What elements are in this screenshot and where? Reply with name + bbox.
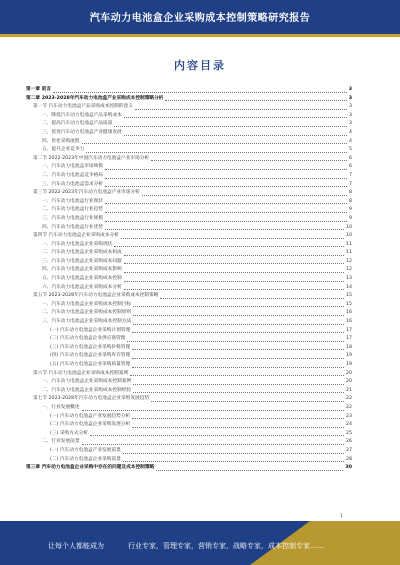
toc-entry-text: 第六节 汽车动力电池盒企业采购成本控制案例 — [33, 370, 129, 376]
toc-leader-dots — [124, 281, 344, 282]
toc-entry[interactable] — [26, 456, 352, 465]
toc-leader-dots — [82, 444, 345, 445]
toc-entry-page: 28 — [346, 456, 352, 462]
toc-entry[interactable] — [26, 361, 352, 370]
toc-leader-dots — [142, 195, 347, 196]
toc-entry-page: 26 — [346, 439, 352, 445]
toc-entry[interactable] — [26, 215, 352, 224]
toc-leader-dots — [105, 212, 347, 213]
toc-entry[interactable] — [26, 352, 352, 361]
toc-entry[interactable] — [26, 447, 352, 456]
toc-leader-dots — [133, 306, 344, 307]
toc-entry-text: 三、促进汽车动力电池盒产业健康发展 — [42, 129, 122, 135]
toc-entry-page: 3 — [349, 104, 352, 110]
toc-entry[interactable] — [26, 163, 352, 172]
toc-entry-page: 5 — [349, 147, 352, 153]
toc-entry-text: 一、汽车动力电池盒企业采购成本控制目标 — [42, 301, 132, 307]
toc-entry[interactable] — [26, 292, 352, 301]
toc-entry-text: (二) 汽车动力电池盒企业采购前景 — [50, 456, 121, 462]
toc-entry-text: 一、汽车动力电池盒行业现状 — [42, 198, 103, 204]
toc-entry-page: 8 — [349, 190, 352, 196]
toc-entry-page: 3 — [348, 87, 352, 92]
toc-entry[interactable] — [26, 95, 352, 104]
toc-entry-page: 17 — [346, 327, 352, 333]
toc-entry-text: (三) 汽车动力电池盒企业采购价格管理 — [50, 344, 131, 350]
toc-entry-text: 二、汽车动力电池盒企业采购成本控制原则 — [42, 310, 132, 316]
toc-entry[interactable] — [26, 112, 352, 121]
toc-leader-dots — [105, 178, 347, 179]
toc-entry[interactable] — [26, 129, 352, 138]
toc-entry-page: 6 — [349, 155, 352, 161]
toc-leader-dots — [114, 246, 344, 247]
toc-leader-dots — [82, 143, 348, 144]
toc-leader-dots — [105, 203, 347, 204]
toc-entry-text: 二、汽车动力电池盒企业采购成本控制经验 — [42, 387, 132, 393]
toc-entry-text: (一) 汽车动力电池盒产业发展前景 — [50, 447, 121, 453]
toc-entry-page: 7 — [349, 172, 352, 178]
toc-entry-page: 15 — [346, 301, 352, 307]
toc-entry-text: 三、汽车动力电池盒行业规模 — [42, 215, 103, 221]
toc-leader-dots — [124, 135, 347, 136]
toc-leader-dots — [132, 418, 344, 419]
toc-entry-page: 16 — [346, 319, 352, 325]
toc-entry-text: 二、汽车动力电池盒企业采购成本构成 — [42, 250, 122, 256]
toc-entry-page: 13 — [346, 276, 352, 282]
toc-entry-page: 3 — [349, 112, 352, 118]
toc-entry-text: 三、汽车动力电池盒企业采购成本控制方法 — [42, 319, 132, 325]
toc-leader-dots — [124, 117, 347, 118]
toc-leader-dots — [123, 461, 344, 462]
report-title: 汽车动力电池盒企业采购成本控制策略研究报告 — [89, 13, 311, 24]
toc-entry-page: 22 — [346, 404, 352, 410]
toc-entry-page: 21 — [346, 387, 352, 393]
toc-entry[interactable] — [26, 258, 352, 267]
toc-leader-dots — [123, 453, 344, 454]
toc-entry-page: 8 — [349, 198, 352, 204]
toc-leader-dots — [105, 186, 347, 187]
toc-entry-text: 一、汽车动力电池盒市场规模 — [42, 164, 103, 170]
toc-leader-dots — [160, 298, 344, 299]
toc-entry-page: 9 — [349, 215, 352, 221]
toc-entry-page: 11 — [346, 250, 352, 256]
toc-leader-dots — [124, 272, 344, 273]
toc-leader-dots — [114, 126, 347, 127]
toc-entry-page: 27 — [346, 447, 352, 453]
toc-entry-text: (一) 汽车动力电池盒产业发展趋势分析 — [50, 413, 131, 419]
toc-entry-text: 一、降低汽车动力电池盒产品采购成本 — [42, 112, 122, 118]
toc-entry-text: (二) 汽车动力电池盒企业供应商管理 — [50, 336, 126, 342]
toc-entry-page: 12 — [346, 267, 352, 273]
toc-entry[interactable] — [26, 146, 352, 155]
toc-entry-text: 第二章 2023-2028年汽车动力电池盒产业采购成本控制策略分析 — [26, 95, 164, 101]
toc-entry-page: 18 — [346, 344, 352, 350]
toc-leader-dots — [151, 401, 344, 402]
toc-entry-text: 第二节 2022-2023年中国汽车动力电池盒产业市场分析 — [33, 155, 150, 161]
toc-entry[interactable] — [26, 413, 352, 422]
toc-entry-page: 20 — [346, 379, 352, 385]
toc-leader-dots — [82, 410, 345, 411]
footer-slogan: 让每个人都能成为 — [48, 542, 104, 550]
toc-leader-dots — [130, 375, 344, 376]
toc-leader-dots — [105, 221, 347, 222]
toc-entry[interactable] — [26, 155, 352, 164]
toc-entry[interactable] — [26, 344, 352, 353]
toc-entry-page: 24 — [346, 422, 352, 428]
toc-entry[interactable] — [26, 395, 352, 404]
report-header — [0, 0, 400, 37]
toc-entry-text: 四、汽车动力电池盒企业采购成本影响 — [42, 267, 122, 273]
toc-entry[interactable] — [26, 378, 352, 387]
toc-leader-dots — [132, 427, 344, 428]
toc-leader-dots — [132, 349, 344, 350]
toc-entry[interactable] — [26, 172, 352, 181]
toc-entry-text: 三、汽车动力电池盒需求分析 — [42, 181, 103, 187]
toc-entry-text: 三、汽车动力电池盒企业采购成本问题 — [42, 258, 122, 264]
toc-entry[interactable] — [26, 404, 352, 413]
toc-entry[interactable] — [26, 206, 352, 215]
toc-leader-dots — [133, 392, 344, 393]
toc-entry[interactable] — [26, 241, 352, 250]
toc-leader-dots — [151, 160, 347, 161]
toc-entry-text: (一) 汽车动力电池盒企业采购计划管理 — [50, 327, 131, 333]
footer-expert-list: 行业专家，管理专家，营销专家，战略专家，成本控制专家…… — [128, 542, 324, 550]
toc-entry-page: 10 — [346, 233, 352, 239]
toc-entry[interactable] — [26, 370, 352, 379]
toc-entry-page: 17 — [346, 336, 352, 342]
toc-entry[interactable] — [26, 198, 352, 207]
toc-entry-page: 22 — [346, 396, 352, 402]
toc-entry-text: (三) 采购方式分析 — [50, 430, 88, 436]
toc-entry-text: (二) 汽车动力电池盒企业采购发展分析 — [50, 422, 131, 428]
toc-entry-text: 六、汽车动力电池盒企业采购成本分析 — [42, 284, 122, 290]
toc-entry[interactable] — [26, 327, 352, 336]
toc-leader-dots — [133, 384, 344, 385]
table-of-contents — [26, 86, 352, 473]
toc-entry-text: 一、汽车动力电池盒企业采购成本控制案例 — [42, 379, 132, 385]
toc-entry[interactable] — [26, 387, 352, 396]
toc-entry-page: 7 — [349, 181, 352, 187]
toc-entry-page: 19 — [346, 353, 352, 359]
toc-entry-text: 一、行业发展概述 — [42, 404, 80, 410]
toc-entry[interactable] — [26, 301, 352, 310]
toc-entry[interactable] — [26, 309, 352, 318]
toc-entry[interactable] — [26, 284, 352, 293]
toc-entry-text: 第三章 汽车动力电池盒企业采购中存在的问题及成本控制策略 — [26, 465, 155, 471]
toc-entry-page: 10 — [346, 224, 352, 230]
toc-entry-text: 五、汽车动力电池盒企业采购成本控制 — [42, 276, 122, 282]
toc-leader-dots — [132, 332, 344, 333]
toc-entry-text: 二、汽车动力电池盒行业趋势 — [42, 207, 103, 213]
toc-entry-page: 11 — [346, 241, 352, 247]
toc-entry-page: 15 — [346, 293, 352, 299]
toc-entry[interactable] — [26, 464, 352, 473]
toc-entry[interactable] — [26, 430, 352, 439]
toc-leader-dots — [105, 229, 344, 230]
toc-entry-page: 9 — [349, 207, 352, 213]
toc-entry-text: 二、提高汽车动力电池盒产品质量 — [42, 121, 113, 127]
toc-entry-text: 四、汽车动力电池盒行业优势 — [42, 224, 103, 230]
toc-leader-dots — [124, 255, 344, 256]
toc-leader-dots — [53, 92, 347, 93]
toc-entry-text: 第五节 2023-2028年汽车动力电池盒企业采购成本控制策略 — [33, 293, 159, 299]
toc-entry-page: 3 — [348, 95, 352, 101]
toc-entry[interactable] — [26, 138, 352, 147]
toc-entry[interactable] — [26, 103, 352, 112]
toc-entry[interactable] — [26, 318, 352, 327]
toc-entry[interactable] — [26, 249, 352, 258]
toc-entry-page: 4 — [349, 129, 352, 135]
toc-entry-text: (五) 汽车动力电池盒企业采购质量管理 — [50, 362, 131, 367]
toc-leader-dots — [132, 358, 344, 359]
toc-entry[interactable] — [26, 189, 352, 198]
toc-entry-page: 25 — [346, 430, 352, 436]
toc-entry[interactable] — [26, 86, 352, 95]
toc-leader-dots — [124, 289, 344, 290]
toc-entry[interactable] — [26, 181, 352, 190]
toc-title: 内容目录 — [174, 59, 226, 72]
toc-entry[interactable] — [26, 275, 352, 284]
toc-leader-dots — [86, 152, 347, 153]
toc-entry-text: 第七节 2023-2028年汽车动力电池盒企业采购发展趋势 — [33, 396, 150, 402]
toc-leader-dots — [135, 109, 347, 110]
toc-entry[interactable] — [26, 421, 352, 430]
toc-leader-dots — [132, 367, 344, 368]
toc-entry-text: 五、提升企业竞争力 — [42, 147, 85, 153]
toc-entry-text: 二、行业发展前景 — [42, 439, 80, 445]
toc-leader-dots — [127, 341, 344, 342]
toc-entry-page: 30 — [345, 465, 352, 471]
toc-entry-text: 第四节 汽车动力电池盒企业采购成本分析 — [33, 233, 119, 239]
toc-entry[interactable] — [26, 335, 352, 344]
toc-leader-dots — [121, 238, 344, 239]
toc-entry[interactable] — [26, 232, 352, 241]
toc-leader-dots — [133, 324, 344, 325]
toc-entry-page: 12 — [346, 258, 352, 264]
toc-leader-dots — [105, 169, 347, 170]
toc-entry-page: 3 — [349, 121, 352, 127]
toc-entry-text: 一、汽车动力电池盒企业采购现状 — [42, 241, 113, 247]
toc-entry-text: 四、优化采购流程 — [42, 138, 80, 144]
toc-entry[interactable] — [26, 224, 352, 233]
page-number: 1 — [340, 514, 343, 519]
toc-entry-text: 第一章 前言 — [26, 87, 52, 92]
toc-leader-dots — [133, 315, 344, 316]
toc-entry-text: 第一节 汽车动力电池盒产品采购成本控制的意义 — [33, 104, 133, 110]
toc-entry-text: 第三节 2022-2023年汽车动力电池盒产业市场分析 — [33, 190, 140, 196]
toc-entry[interactable] — [26, 266, 352, 275]
toc-entry-page: 23 — [346, 413, 352, 419]
toc-entry-page: 16 — [346, 310, 352, 316]
toc-entry[interactable] — [26, 438, 352, 447]
toc-entry-page: 20 — [346, 370, 352, 376]
toc-leader-dots — [124, 263, 344, 264]
toc-leader-dots — [90, 435, 344, 436]
toc-entry[interactable] — [26, 120, 352, 129]
toc-entry-page: 14 — [346, 284, 352, 290]
toc-entry-text: 二、汽车动力电池盒竞争格局 — [42, 172, 103, 178]
toc-entry-page: 19 — [346, 362, 352, 367]
toc-leader-dots — [165, 100, 346, 101]
toc-entry-page: 6 — [349, 164, 352, 170]
toc-entry-page: 4 — [349, 138, 352, 144]
toc-entry-text: (四) 汽车动力电池盒企业采购库存管理 — [50, 353, 131, 359]
toc-leader-dots — [156, 470, 343, 471]
